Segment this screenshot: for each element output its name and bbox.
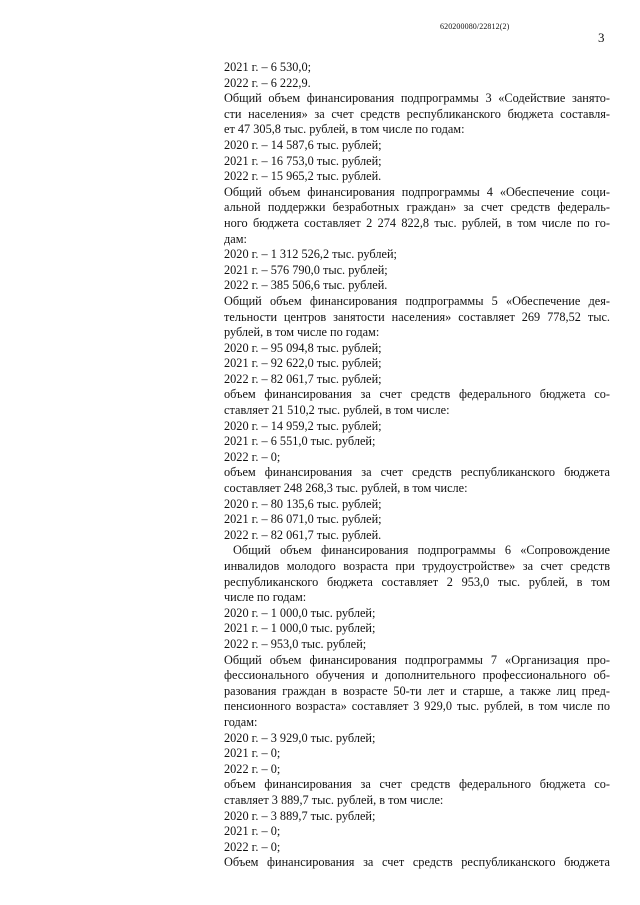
- text-line: 2022 г. – 953,0 тыс. рублей;: [224, 636, 367, 651]
- text-line: 2022 г. – 0;: [224, 839, 281, 854]
- text-line: 2021 г. – 6 530,0;: [224, 60, 312, 74]
- text-line: Объем финансирования за счет средств республиканского бюджета: [224, 855, 610, 870]
- text-line: числе по годам:: [224, 590, 307, 605]
- text-line: 2021 г. – 576 790,0 тыс. рублей;: [224, 262, 388, 277]
- text-line: 2020 г. – 3 929,0 тыс. рублей;: [224, 730, 376, 745]
- text-line: 2022 г. – 0;: [224, 449, 281, 464]
- text-line: республиканского бюджета составляет 2 953,0 тыс. рублей, в том: [224, 574, 610, 589]
- text-line: фессионального обучения и дополнительного профессионального об-: [224, 668, 610, 683]
- text-line: ного бюджета составляет 2 274 822,8 тыс. рублей, в том числе по го-: [224, 215, 610, 230]
- text-line: 2021 г. – 86 071,0 тыс. рублей;: [224, 512, 382, 527]
- text-line: Общий объем финансирования подпрограммы 7 «Организация про-: [224, 652, 610, 667]
- document-body: [224, 60, 610, 871]
- text-line: рублей, в том числе по годам:: [224, 325, 380, 340]
- text-line: тельности центров занятости населения» составляет 269 778,52 тыс.: [224, 309, 610, 324]
- page-number: 3: [598, 30, 605, 45]
- text-line: пенсионного возраста» составляет 3 929,0 тыс. рублей, в том числе по: [224, 699, 610, 714]
- text-line: 2021 г. – 92 622,0 тыс. рублей;: [224, 356, 382, 371]
- text-line: 2021 г. – 0;: [224, 746, 281, 761]
- text-line: объем финансирования за счет средств республиканского бюджета: [224, 465, 610, 480]
- text-line: 2021 г. – 6 551,0 тыс. рублей;: [224, 434, 376, 449]
- text-line: Общий объем финансирования подпрограммы 5 «Обеспечение дея-: [224, 293, 610, 308]
- text-line: сти населения» за счет средств республиканского бюджета составля-: [224, 106, 610, 121]
- text-line: 2020 г. – 95 094,8 тыс. рублей;: [224, 340, 382, 355]
- text-line: 2021 г. – 0;: [224, 824, 281, 839]
- text-line: составляет 248 268,3 тыс. рублей, в том числе:: [224, 481, 468, 496]
- text-line: годам:: [224, 714, 258, 729]
- text-line: 2020 г. – 14 959,2 тыс. рублей;: [224, 418, 382, 433]
- text-line: 2021 г. – 1 000,0 тыс. рублей;: [224, 621, 376, 636]
- text-line: ет 47 305,8 тыс. рублей, в том числе по годам:: [224, 122, 465, 137]
- text-line: 2020 г. – 1 000,0 тыс. рублей;: [224, 605, 376, 620]
- text-line: Общий объем финансирования подпрограммы 3 «Содействие занято-: [224, 91, 610, 106]
- text-line: ставляет 21 510,2 тыс. рублей, в том числе:: [224, 403, 450, 418]
- document-id: 620200080/22812(2): [440, 22, 510, 31]
- text-line: Общий объем финансирования подпрограммы 4 «Обеспечение соци-: [224, 184, 610, 199]
- text-line: разования граждан в возрасте 50-ти лет и старше, а также лиц пред-: [224, 683, 610, 698]
- text-line: 2022 г. – 15 965,2 тыс. рублей.: [224, 169, 382, 184]
- text-line: объем финансирования за счет средств федерального бюджета со-: [224, 777, 610, 792]
- text-line: 2022 г. – 6 222,9.: [224, 75, 311, 90]
- text-line: ставляет 3 889,7 тыс. рублей, в том числе:: [224, 792, 444, 807]
- text-line: альной поддержки безработных граждан» за счет средств федераль-: [224, 200, 610, 215]
- text-line: 2020 г. – 1 312 526,2 тыс. рублей;: [224, 247, 397, 262]
- text-line: 2020 г. – 80 135,6 тыс. рублей;: [224, 496, 382, 511]
- text-line: 2020 г. – 14 587,6 тыс. рублей;: [224, 137, 382, 152]
- text-line: Общий объем финансирования подпрограммы 6 «Сопровождение: [233, 543, 610, 558]
- text-line: 2022 г. – 82 061,7 тыс. рублей;: [224, 371, 382, 386]
- text-line: объем финансирования за счет средств федерального бюджета со-: [224, 387, 610, 402]
- text-line: дам:: [224, 231, 247, 246]
- text-line: 2022 г. – 385 506,6 тыс. рублей.: [224, 278, 388, 293]
- text-line: 2022 г. – 82 061,7 тыс. рублей.: [224, 527, 382, 542]
- text-line: инвалидов молодого возраста при трудоустройстве» за счет средств: [224, 559, 610, 573]
- text-line: 2022 г. – 0;: [224, 761, 281, 776]
- text-line: 2020 г. – 3 889,7 тыс. рублей;: [224, 808, 376, 823]
- text-line: 2021 г. – 16 753,0 тыс. рублей;: [224, 153, 382, 168]
